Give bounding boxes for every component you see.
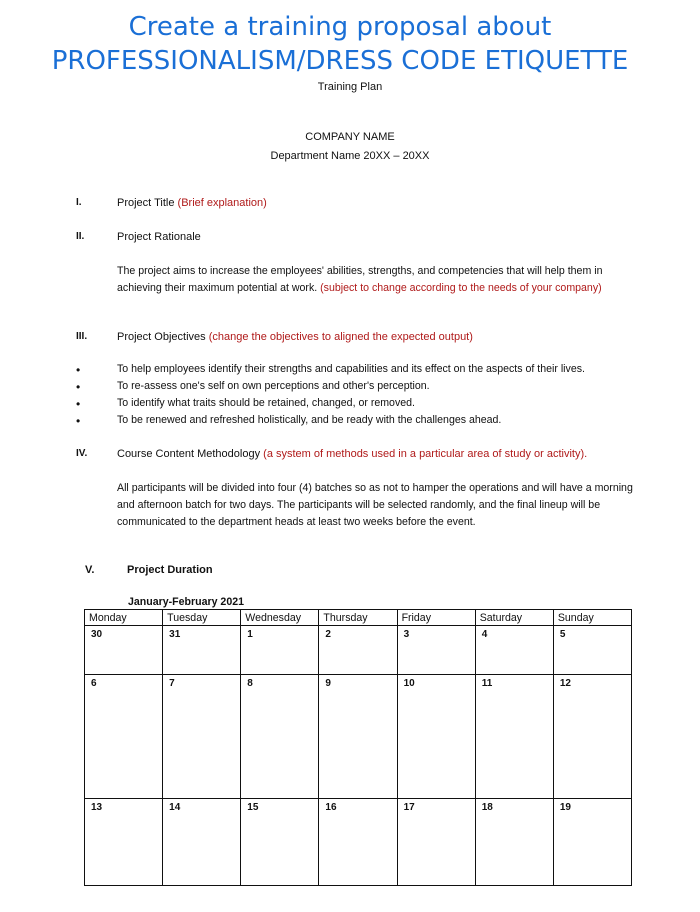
section-title <box>117 331 473 343</box>
bullet-icon: • <box>76 363 81 377</box>
calendar-table <box>84 609 632 886</box>
day-header: Saturday <box>475 610 553 626</box>
objective-text: To re-assess one's self on own perceptions and other's perception. <box>117 380 430 392</box>
calendar-day-cell: 10 <box>397 675 475 799</box>
doc-subtitle: Training Plan <box>317 81 383 93</box>
objectives-list <box>76 363 646 431</box>
calendar-day-cell: 16 <box>319 799 397 886</box>
calendar-day-cell: 12 <box>553 675 631 799</box>
day-header: Friday <box>397 610 475 626</box>
calendar-day-cell: 7 <box>163 675 241 799</box>
section-title: Project Rationale <box>117 231 201 243</box>
day-header: Sunday <box>553 610 631 626</box>
section-title <box>117 448 587 460</box>
section-title <box>117 197 267 209</box>
calendar-day-cell: 9 <box>319 675 397 799</box>
bullet-icon: • <box>76 397 81 411</box>
calendar-day-cell: 2 <box>319 626 397 675</box>
section-note: (change the objectives to aligned the expected output) <box>208 331 473 343</box>
calendar-day-cell: 3 <box>397 626 475 675</box>
list-item <box>76 380 646 397</box>
calendar-day-cell: 4 <box>475 626 553 675</box>
list-item <box>76 397 646 414</box>
list-item <box>76 363 646 380</box>
calendar-day-cell: 13 <box>85 799 163 886</box>
section-note: (Brief explanation) <box>177 197 267 209</box>
calendar-header-row <box>85 610 632 626</box>
calendar-day-cell: 30 <box>85 626 163 675</box>
calendar-caption: January-February 2021 <box>128 596 245 608</box>
day-header: Monday <box>85 610 163 626</box>
day-header: Wednesday <box>241 610 319 626</box>
bullet-icon: • <box>76 414 81 428</box>
banner-line-2: PROFESSIONALISM/DRESS CODE ETIQUETTE <box>51 46 629 76</box>
section-title: Project Duration <box>127 564 213 576</box>
objective-text: To identify what traits should be retained, changed, or removed. <box>117 397 415 409</box>
rationale-text: The project aims to increase the employees' abilities, strengths, and competencies that will help them in achieving their maximum potential at work. <box>117 265 603 294</box>
banner-line-1: Create a training proposal about <box>128 12 552 42</box>
section-title-text: Course Content Methodology <box>117 448 261 460</box>
calendar-day-cell: 18 <box>475 799 553 886</box>
day-header: Thursday <box>319 610 397 626</box>
section-number: I. <box>76 197 82 208</box>
calendar-day-cell: 5 <box>553 626 631 675</box>
section-number: V. <box>85 564 95 576</box>
calendar-week-row <box>85 626 632 675</box>
section-note: (a system of methods used in a particular area of study or activity). <box>263 448 588 460</box>
calendar-day-cell: 19 <box>553 799 631 886</box>
list-item <box>76 414 646 431</box>
section-number: III. <box>76 331 88 342</box>
section-number: IV. <box>76 448 88 459</box>
objective-text: To help employees identify their strengths and capabilities and its effect on the aspects of their lives. <box>117 363 585 375</box>
calendar-day-cell: 1 <box>241 626 319 675</box>
section-number: II. <box>76 231 85 242</box>
day-header: Tuesday <box>163 610 241 626</box>
calendar-week-row <box>85 675 632 799</box>
department-name: Department Name 20XX – 20XX <box>270 150 430 162</box>
calendar-week-row <box>85 799 632 886</box>
calendar-day-cell: 8 <box>241 675 319 799</box>
calendar-day-cell: 6 <box>85 675 163 799</box>
section-title-text: Project Title <box>117 197 175 209</box>
rationale-note: (subject to change according to the needs of your company) <box>320 282 602 294</box>
calendar-day-cell: 15 <box>241 799 319 886</box>
methodology-paragraph: All participants will be divided into four (4) batches so as not to hamper the operations and will have a morning and afternoon batch for two days. The participants will be selected randomly, and the final lineup will be communicated to the department heads at least two weeks before the event. <box>117 482 633 528</box>
calendar-day-cell: 11 <box>475 675 553 799</box>
company-name: COMPANY NAME <box>305 131 395 143</box>
calendar-day-cell: 17 <box>397 799 475 886</box>
bullet-icon: • <box>76 380 81 394</box>
section-title-text: Project Objectives <box>117 331 206 343</box>
calendar-day-cell: 14 <box>163 799 241 886</box>
calendar-day-cell: 31 <box>163 626 241 675</box>
objective-text: To be renewed and refreshed holistically, and be ready with the challenges ahead. <box>117 414 502 426</box>
rationale-paragraph <box>117 263 637 297</box>
